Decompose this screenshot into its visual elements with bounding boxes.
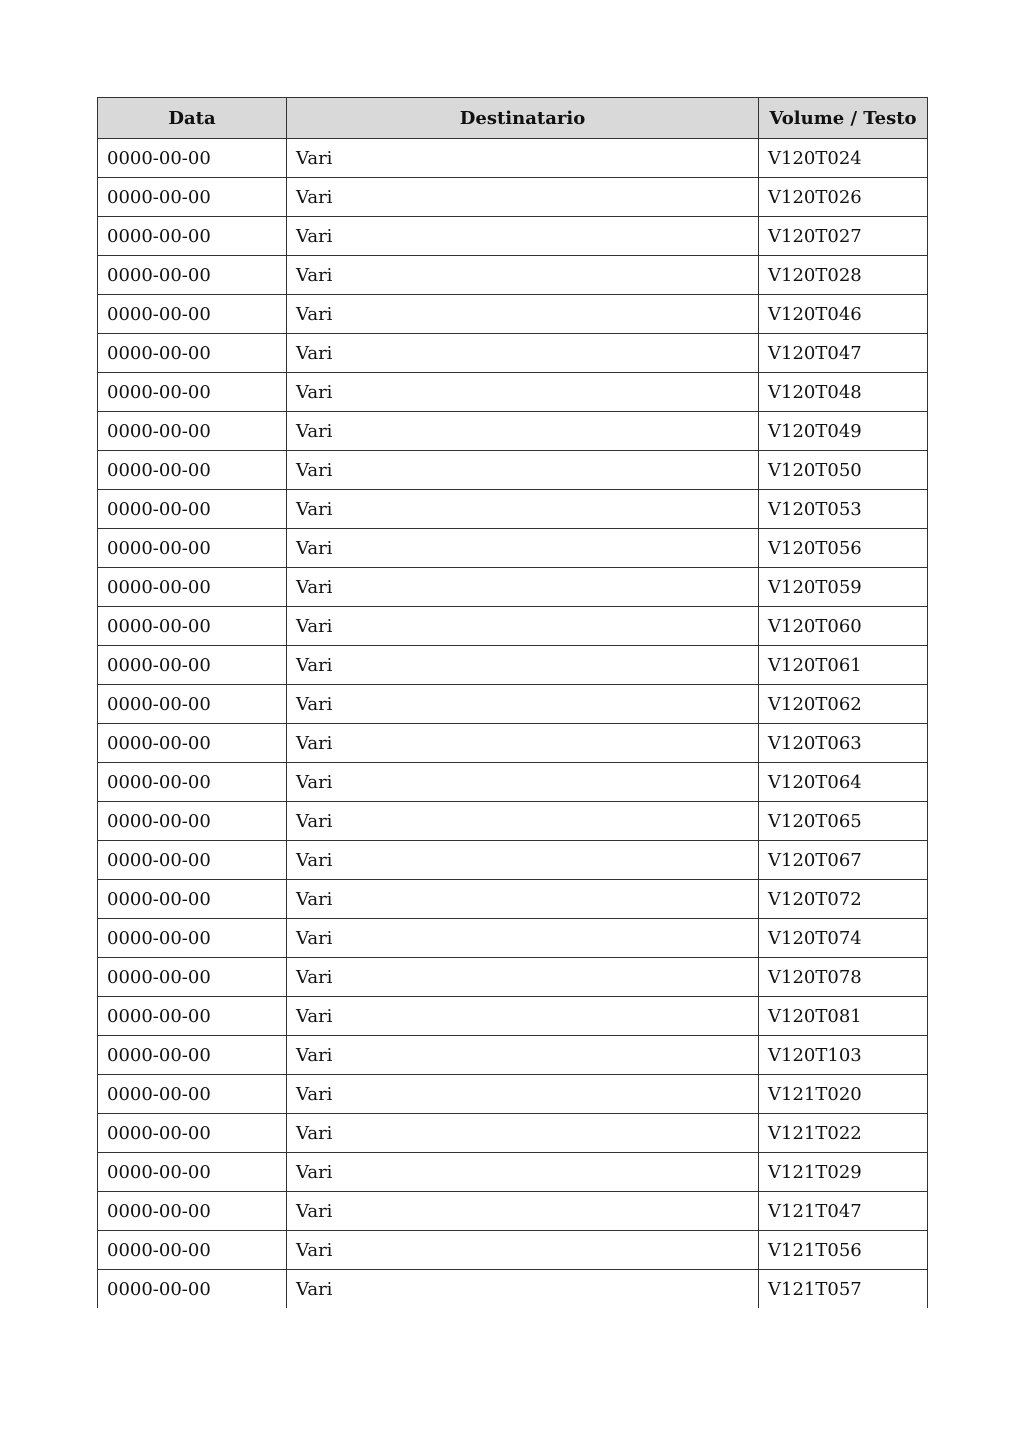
cell-recipient: Vari	[287, 139, 759, 178]
cell-volume: V120T050	[759, 451, 928, 490]
cell-recipient: Vari	[287, 763, 759, 802]
cell-recipient: Vari	[287, 1270, 759, 1309]
cell-recipient: Vari	[287, 256, 759, 295]
cell-recipient: Vari	[287, 412, 759, 451]
cell-date: 0000-00-00	[98, 724, 287, 763]
cell-volume: V120T049	[759, 412, 928, 451]
cell-date: 0000-00-00	[98, 529, 287, 568]
cell-recipient: Vari	[287, 646, 759, 685]
table-row	[98, 919, 928, 958]
table-row	[98, 880, 928, 919]
table-row	[98, 607, 928, 646]
cell-date: 0000-00-00	[98, 646, 287, 685]
table-body	[98, 139, 928, 1309]
cell-volume: V120T064	[759, 763, 928, 802]
table-row	[98, 451, 928, 490]
cell-volume: V121T057	[759, 1270, 928, 1309]
cell-date: 0000-00-00	[98, 1231, 287, 1270]
table-row	[98, 295, 928, 334]
table-row	[98, 724, 928, 763]
cell-date: 0000-00-00	[98, 1153, 287, 1192]
cell-recipient: Vari	[287, 568, 759, 607]
table-row	[98, 1270, 928, 1309]
cell-date: 0000-00-00	[98, 1114, 287, 1153]
cell-date: 0000-00-00	[98, 451, 287, 490]
cell-date: 0000-00-00	[98, 880, 287, 919]
cell-volume: V120T060	[759, 607, 928, 646]
table-row	[98, 841, 928, 880]
cell-date: 0000-00-00	[98, 958, 287, 997]
cell-recipient: Vari	[287, 178, 759, 217]
cell-volume: V120T063	[759, 724, 928, 763]
cell-date: 0000-00-00	[98, 919, 287, 958]
cell-recipient: Vari	[287, 1153, 759, 1192]
cell-recipient: Vari	[287, 490, 759, 529]
cell-date: 0000-00-00	[98, 490, 287, 529]
cell-volume: V120T061	[759, 646, 928, 685]
cell-recipient: Vari	[287, 841, 759, 880]
table-row	[98, 334, 928, 373]
cell-recipient: Vari	[287, 958, 759, 997]
letters-table	[97, 97, 928, 1308]
cell-volume: V120T024	[759, 139, 928, 178]
cell-volume: V120T067	[759, 841, 928, 880]
cell-recipient: Vari	[287, 373, 759, 412]
table-row	[98, 412, 928, 451]
cell-recipient: Vari	[287, 1114, 759, 1153]
table-row	[98, 1114, 928, 1153]
cell-recipient: Vari	[287, 919, 759, 958]
cell-date: 0000-00-00	[98, 841, 287, 880]
cell-volume: V120T059	[759, 568, 928, 607]
table-row	[98, 1075, 928, 1114]
cell-volume: V120T078	[759, 958, 928, 997]
cell-date: 0000-00-00	[98, 139, 287, 178]
cell-volume: V120T028	[759, 256, 928, 295]
cell-volume: V120T074	[759, 919, 928, 958]
cell-volume: V120T062	[759, 685, 928, 724]
table-row	[98, 1192, 928, 1231]
cell-date: 0000-00-00	[98, 334, 287, 373]
table-row	[98, 490, 928, 529]
cell-volume: V120T103	[759, 1036, 928, 1075]
cell-date: 0000-00-00	[98, 802, 287, 841]
cell-recipient: Vari	[287, 685, 759, 724]
table-row	[98, 763, 928, 802]
cell-volume: V121T022	[759, 1114, 928, 1153]
cell-volume: V120T056	[759, 529, 928, 568]
cell-volume: V121T056	[759, 1231, 928, 1270]
table-row	[98, 178, 928, 217]
cell-volume: V120T026	[759, 178, 928, 217]
cell-recipient: Vari	[287, 529, 759, 568]
cell-recipient: Vari	[287, 724, 759, 763]
table-row	[98, 685, 928, 724]
table-header	[98, 98, 928, 139]
cell-recipient: Vari	[287, 217, 759, 256]
cell-date: 0000-00-00	[98, 178, 287, 217]
table-row	[98, 217, 928, 256]
cell-volume: V120T065	[759, 802, 928, 841]
cell-recipient: Vari	[287, 607, 759, 646]
table-row	[98, 1036, 928, 1075]
cell-date: 0000-00-00	[98, 568, 287, 607]
cell-volume: V120T081	[759, 997, 928, 1036]
cell-date: 0000-00-00	[98, 685, 287, 724]
cell-volume: V120T072	[759, 880, 928, 919]
cell-volume: V121T020	[759, 1075, 928, 1114]
cell-date: 0000-00-00	[98, 256, 287, 295]
cell-recipient: Vari	[287, 880, 759, 919]
cell-volume: V121T047	[759, 1192, 928, 1231]
cell-date: 0000-00-00	[98, 997, 287, 1036]
cell-volume: V121T029	[759, 1153, 928, 1192]
cell-volume: V120T053	[759, 490, 928, 529]
cell-volume: V120T046	[759, 295, 928, 334]
cell-date: 0000-00-00	[98, 1036, 287, 1075]
cell-recipient: Vari	[287, 1075, 759, 1114]
cell-recipient: Vari	[287, 1231, 759, 1270]
cell-date: 0000-00-00	[98, 1075, 287, 1114]
table-row	[98, 256, 928, 295]
cell-date: 0000-00-00	[98, 1270, 287, 1309]
cell-recipient: Vari	[287, 997, 759, 1036]
cell-date: 0000-00-00	[98, 607, 287, 646]
table-row	[98, 529, 928, 568]
table-row	[98, 1153, 928, 1192]
cell-recipient: Vari	[287, 1192, 759, 1231]
cell-recipient: Vari	[287, 451, 759, 490]
header-date: Data	[98, 98, 287, 139]
header-recipient: Destinatario	[287, 98, 759, 139]
table-row	[98, 997, 928, 1036]
cell-volume: V120T047	[759, 334, 928, 373]
cell-recipient: Vari	[287, 334, 759, 373]
cell-recipient: Vari	[287, 1036, 759, 1075]
table-row	[98, 568, 928, 607]
table-row	[98, 139, 928, 178]
header-volume: Volume / Testo	[759, 98, 928, 139]
cell-date: 0000-00-00	[98, 295, 287, 334]
cell-date: 0000-00-00	[98, 373, 287, 412]
cell-date: 0000-00-00	[98, 412, 287, 451]
table-row	[98, 646, 928, 685]
table-row	[98, 1231, 928, 1270]
table-row	[98, 958, 928, 997]
cell-recipient: Vari	[287, 295, 759, 334]
table-row	[98, 373, 928, 412]
cell-date: 0000-00-00	[98, 1192, 287, 1231]
cell-recipient: Vari	[287, 802, 759, 841]
table-row	[98, 802, 928, 841]
cell-date: 0000-00-00	[98, 217, 287, 256]
header-row	[98, 98, 928, 139]
cell-date: 0000-00-00	[98, 763, 287, 802]
cell-volume: V120T048	[759, 373, 928, 412]
cell-volume: V120T027	[759, 217, 928, 256]
